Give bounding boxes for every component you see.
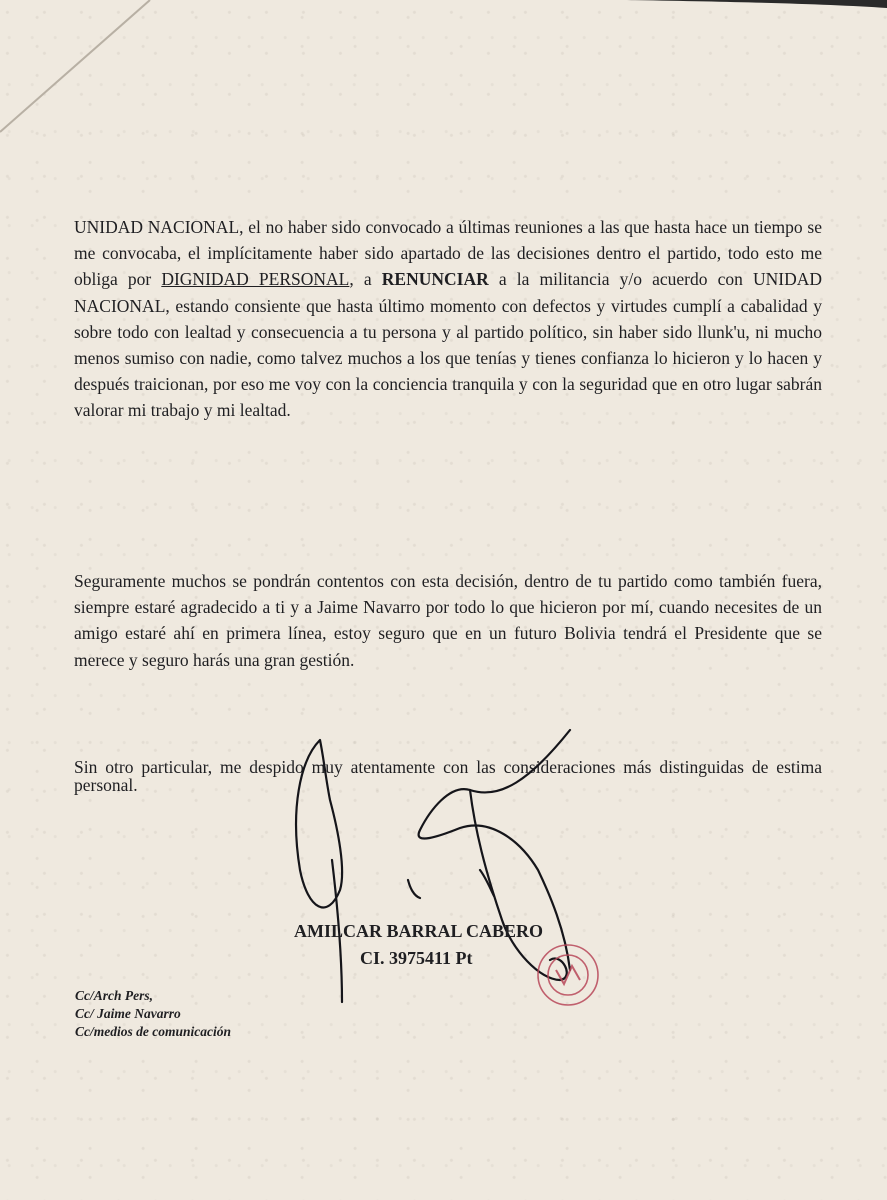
- carbon-copy-list: [75, 987, 231, 1041]
- paragraph-3-text: Sin otro particular, me despido muy atentamente con las consideraciones más distinguidas de estima personal.: [74, 757, 822, 795]
- paper-fold-line: [0, 0, 160, 140]
- cc-line: Cc/medios de comunicación: [75, 1024, 231, 1039]
- cc-line: Cc/ Jaime Navarro: [75, 1006, 181, 1021]
- dignidad-personal-underlined: DIGNIDAD PERSONAL: [161, 269, 350, 290]
- paragraph-1-text: [74, 214, 822, 424]
- paragraph-1-comma: , a: [349, 269, 382, 290]
- cc-line: Cc/Arch Pers,: [75, 988, 154, 1003]
- signatory-name: AMILCAR BARRAL CABERO: [294, 921, 544, 941]
- paragraph-1-rest: a la militancia y/o acuerdo con UNIDAD NACIONAL, estando consiente que hasta último momento con defectos y virtudes cumplí a cabalidad y sobre todo con lealtad y consecuencia a tu persona y al partido político, sin haber sido llunk'u, ni mucho menos sumiso con nadie, como talvez muchos a los que tenías y tienes confianza lo hicieron y lo hacen y después traicionan, por eso me voy con la conciencia tranquila y con la seguridad que en otro lugar sabrán valorar mi trabajo y mi lealtad.: [74, 269, 822, 421]
- paragraph-1-lead: UNIDAD NACIONAL, el no haber sido convocado a últimas reuniones a las que hasta hace un tiempo se me convocaba, el implícitamente haber sido apartado de las decisiones dentro el partido, todo esto me obliga por: [74, 217, 822, 290]
- paragraph-gratitude: [74, 568, 822, 673]
- paragraph-2-text: Seguramente muchos se pondrán contentos con esta decisión, dentro de tu partido como también fuera, siempre estaré agradecido a ti y a Jaime Navarro por todo lo que hicieron por mí, cuando necesites de un amigo estaré ahí en primera línea, estoy seguro que en un futuro Bolivia tendrá el Presidente que se merece y seguro harás una gran gestión.: [74, 571, 822, 670]
- renunciar-bold: RENUNCIAR: [381, 269, 489, 290]
- page-corner-shadow: [627, 0, 887, 12]
- paragraph-resignation: [74, 214, 822, 424]
- signatory-block: [294, 918, 594, 972]
- signatory-ci: CI. 3975411 Pt: [360, 948, 473, 968]
